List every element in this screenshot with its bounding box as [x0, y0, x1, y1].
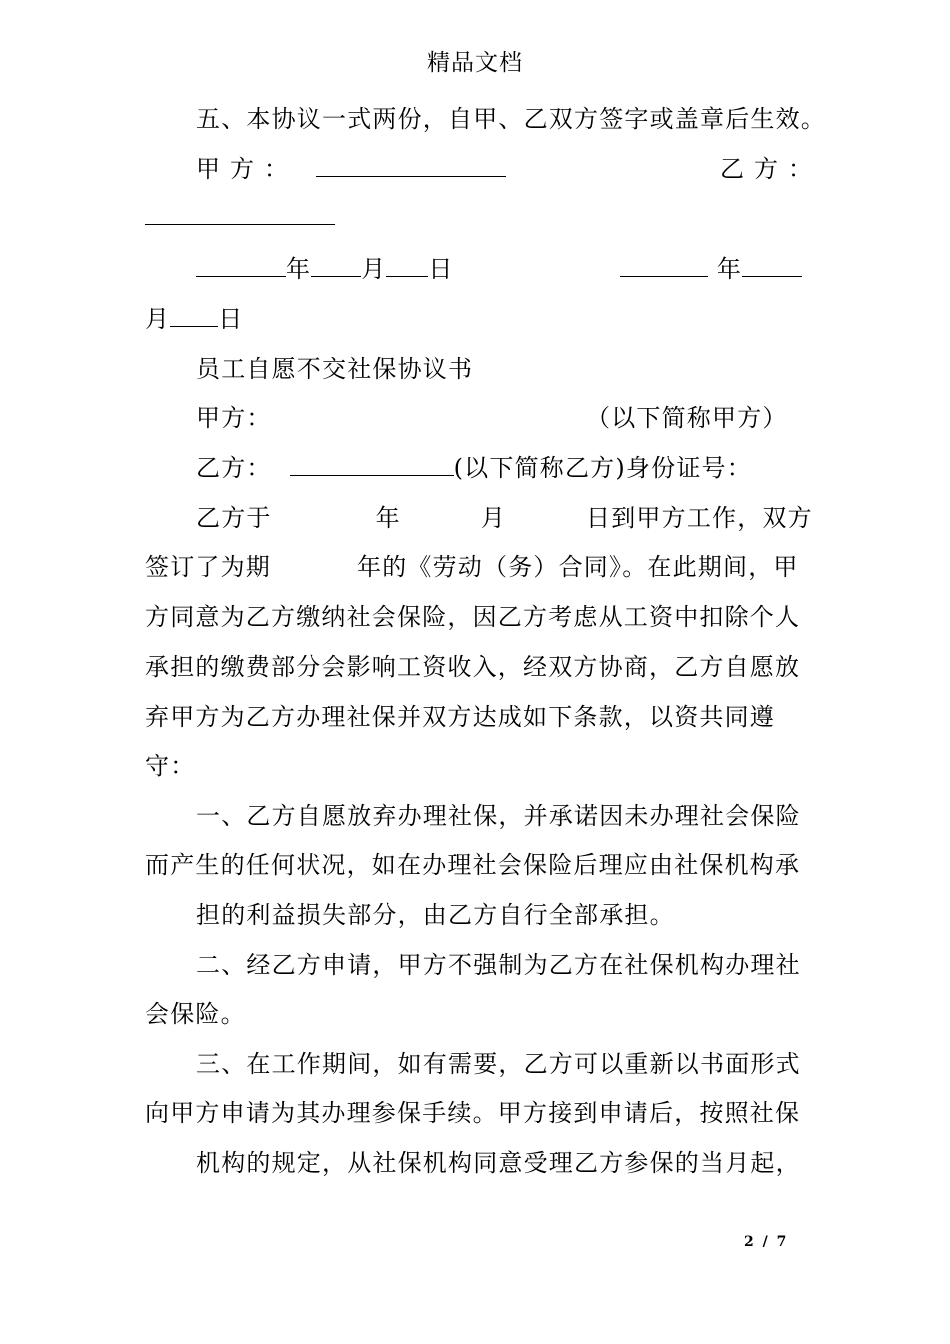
party-b-signature-line	[145, 200, 335, 234]
date-line-party-b-cont	[145, 302, 243, 336]
clause-five-line: 五、本协议一式两份，自甲、乙双方签字或盖章后生效。	[196, 105, 826, 133]
intro-term-start: 签订了为期	[145, 553, 271, 581]
party-b-signature-blank	[145, 202, 335, 225]
paragraph-intro-line-1	[196, 501, 813, 535]
paragraph-intro-line-5: 弃甲方为乙方办理社保并双方达成如下条款，以资共同遵	[145, 703, 775, 731]
agreement-title: 员工自愿不交社保协议书	[196, 355, 474, 383]
intro-party-b-start: 乙方于	[196, 504, 272, 532]
signature-party-a-line	[196, 152, 506, 186]
clause-three-line-1: 三、在工作期间，如有需要，乙方可以重新以书面形式	[196, 1050, 801, 1078]
intro-year: 年	[375, 504, 401, 532]
date-month-blank-a	[311, 254, 361, 277]
page-number: 2 / 7	[744, 1234, 789, 1250]
date-year-blank-a	[196, 254, 286, 277]
party-b-name-blank	[290, 453, 454, 476]
clause-three-line-2: 向甲方申请为其办理参保手续。甲方接到申请后，按照社保	[145, 1099, 801, 1127]
party-b-intro-line	[196, 451, 752, 485]
intro-day-rest: 日到甲方工作，双方	[586, 504, 813, 532]
month-char-b: 月	[145, 305, 171, 333]
date-line-party-a	[196, 252, 454, 286]
clause-three-line-3: 机构的规定，从社保机构同意受理乙方参保的当月起，	[196, 1149, 801, 1177]
party-a-intro-label: 甲方：	[196, 404, 272, 432]
party-b-intro-label: 乙方：	[196, 454, 272, 482]
day-char-b: 日	[218, 305, 244, 333]
paragraph-intro-line-4: 承担的缴费部分会影响工资收入，经双方协商，乙方自愿放	[145, 653, 801, 681]
intro-term-rest: 年的《劳动（务）合同》。在此期间，甲	[357, 553, 799, 581]
clause-one-line-2: 而产生的任何状况，如在办理社会保险后理应由社保机构承	[145, 851, 801, 879]
clause-one-line-1: 一、乙方自愿放弃办理社保，并承诺因未办理社会保险	[196, 802, 801, 830]
day-char-a: 日	[428, 255, 454, 283]
clause-two-line-1: 二、经乙方申请，甲方不强制为乙方在社保机构办理社	[196, 951, 801, 979]
year-char-a: 年	[286, 255, 312, 283]
year-char-b: 年	[716, 255, 743, 283]
clause-one-line-3: 担的利益损失部分，由乙方自行全部承担。	[196, 901, 675, 929]
date-line-party-b	[620, 252, 802, 286]
party-a-label: 甲 方 ：	[196, 155, 290, 183]
clause-two-line-2: 会保险。	[145, 1000, 246, 1028]
party-b-label: 乙 方 ：	[720, 155, 814, 183]
date-year-blank-b	[620, 254, 708, 277]
paragraph-intro-line-2	[145, 550, 799, 584]
party-a-abbrev: （以下简称甲方）	[586, 404, 788, 432]
date-day-blank-b	[170, 304, 218, 327]
page-header-title: 精品文档	[427, 50, 523, 76]
date-day-blank-a	[386, 254, 428, 277]
month-char-a: 月	[361, 255, 387, 283]
party-a-signature-blank	[316, 154, 506, 177]
intro-month: 月	[480, 504, 507, 532]
date-month-blank-b	[742, 254, 802, 277]
paragraph-intro-line-3: 方同意为乙方缴纳社会保险，因乙方考虑从工资中扣除个人	[145, 603, 801, 631]
paragraph-intro-line-6: 守：	[145, 752, 196, 780]
party-b-abbrev-id: (以下简称乙方)身份证号：	[453, 454, 752, 482]
